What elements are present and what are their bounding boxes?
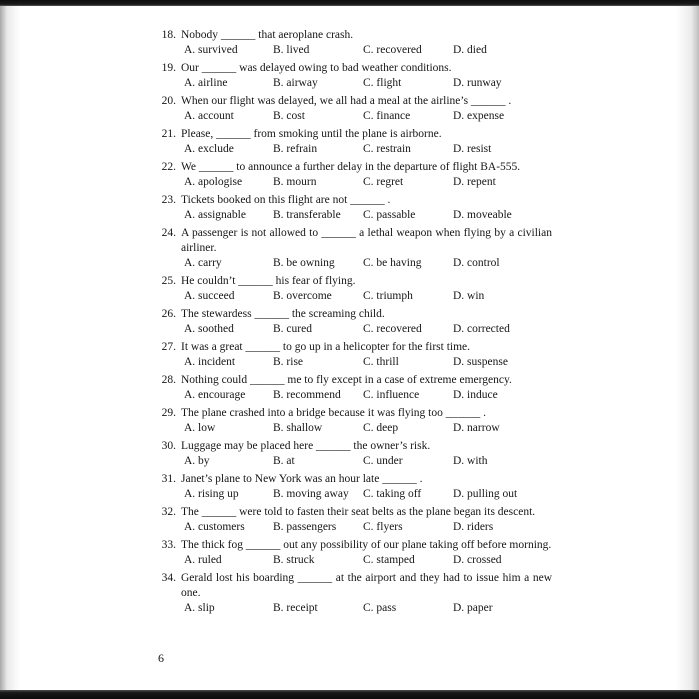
option-a: A. survived	[184, 44, 238, 56]
question-text: Nothing could ______ me to fly except in a case of extreme emergency.	[181, 374, 512, 386]
option-b: B. rise	[273, 356, 304, 368]
question-body	[181, 160, 552, 190]
option-c: C. restrain	[363, 143, 411, 155]
question-number: 27.	[161, 341, 176, 353]
option-b: B. mourn	[273, 176, 317, 188]
option-c: C. passable	[363, 209, 416, 221]
question-text: We ______ to announce a further delay in the departure of flight BA-555.	[181, 161, 521, 173]
question-number: 33.	[161, 539, 176, 551]
question-options	[181, 208, 552, 223]
option-a: A. rising up	[184, 488, 239, 500]
option-d: D. repent	[453, 176, 496, 188]
question-options	[181, 322, 552, 337]
question-body	[181, 193, 552, 223]
option-c: C. deep	[363, 422, 399, 434]
question-number: 26.	[161, 308, 176, 320]
option-b: B. struck	[273, 554, 315, 566]
question-options	[181, 109, 552, 124]
option-b: B. cost	[273, 110, 305, 122]
question-item	[157, 373, 552, 403]
question-body	[181, 94, 552, 124]
question-options	[181, 289, 552, 304]
question-options	[181, 355, 552, 370]
question-number: 34.	[161, 572, 176, 584]
question-options	[181, 175, 552, 190]
option-d: D. paper	[453, 602, 493, 614]
option-c: C. stamped	[363, 554, 415, 566]
option-a: A. soothed	[184, 323, 234, 335]
question-number: 28.	[161, 374, 176, 386]
option-d: D. crossed	[453, 554, 502, 566]
option-b: B. transferable	[273, 209, 341, 221]
option-a: A. carry	[184, 257, 222, 269]
question-number: 18.	[161, 29, 176, 41]
question-body	[181, 307, 552, 337]
question-item	[157, 439, 552, 469]
question-text: The plane crashed into a bridge because it was flying too ______ .	[181, 407, 486, 419]
option-c: C. under	[363, 455, 403, 467]
question-options	[181, 601, 552, 616]
option-a: A. encourage	[184, 389, 246, 401]
option-d: D. corrected	[453, 323, 510, 335]
option-d: D. with	[453, 455, 488, 467]
question-options	[181, 256, 552, 271]
option-d: D. runway	[453, 77, 502, 89]
question-text: Janet’s plane to New York was an hour late ______ .	[181, 473, 423, 485]
question-body	[181, 340, 552, 370]
question-text: Nobody ______ that aeroplane crash.	[181, 29, 354, 41]
question-text: A passenger is not allowed to ______ a lethal weapon when flying by a civilian airliner.	[181, 227, 552, 254]
option-a: A. apologise	[184, 176, 243, 188]
option-b: B. passengers	[273, 521, 337, 533]
question-item	[157, 538, 552, 568]
question-body	[181, 226, 552, 271]
question-item	[157, 340, 552, 370]
questions-list	[157, 28, 552, 619]
option-d: D. pulling out	[453, 488, 518, 500]
question-options	[181, 553, 552, 568]
question-text: Luggage may be placed here ______ the owner’s risk.	[181, 440, 431, 452]
question-number: 20.	[161, 95, 176, 107]
option-c: C. thrill	[363, 356, 399, 368]
option-a: A. assignable	[184, 209, 246, 221]
question-text: He couldn’t ______ his fear of flying.	[181, 275, 356, 287]
question-number: 32.	[161, 506, 176, 518]
question-item	[157, 193, 552, 223]
question-number: 23.	[161, 194, 176, 206]
option-a: A. succeed	[184, 290, 235, 302]
question-options	[181, 454, 552, 469]
option-d: D. moveable	[453, 209, 512, 221]
option-d: D. riders	[453, 521, 494, 533]
option-c: C. be having	[363, 257, 422, 269]
question-item	[157, 226, 552, 271]
option-a: A. exclude	[184, 143, 234, 155]
question-text: When our flight was delayed, we all had a meal at the airline’s ______ .	[181, 95, 512, 107]
question-options	[181, 43, 552, 58]
question-options	[181, 142, 552, 157]
question-body	[181, 472, 552, 502]
option-d: D. win	[453, 290, 485, 302]
question-text: The stewardess ______ the screaming child.	[181, 308, 385, 320]
option-b: B. at	[273, 455, 295, 467]
question-item	[157, 505, 552, 535]
question-item	[157, 406, 552, 436]
question-number: 30.	[161, 440, 176, 452]
question-options	[181, 520, 552, 535]
option-c: C. recovered	[363, 44, 422, 56]
option-c: C. recovered	[363, 323, 422, 335]
question-item	[157, 307, 552, 337]
option-a: A. incident	[184, 356, 236, 368]
page-number: 6	[158, 651, 164, 665]
option-a: A. customers	[184, 521, 245, 533]
option-c: C. taking off	[363, 488, 422, 500]
question-body	[181, 538, 552, 568]
question-options	[181, 421, 552, 436]
question-number: 29.	[161, 407, 176, 419]
question-item	[157, 472, 552, 502]
question-number: 22.	[161, 161, 176, 173]
question-body	[181, 406, 552, 436]
question-number: 19.	[161, 62, 176, 74]
option-b: B. overcome	[273, 290, 332, 302]
option-d: D. died	[453, 44, 487, 56]
option-a: A. by	[184, 455, 210, 467]
option-a: A. account	[184, 110, 234, 122]
question-body	[181, 274, 552, 304]
question-body	[181, 505, 552, 535]
option-b: B. airway	[273, 77, 318, 89]
question-text: The ______ were told to fasten their seat belts as the plane began its descent.	[181, 506, 536, 518]
question-item	[157, 94, 552, 124]
question-options	[181, 487, 552, 502]
option-a: A. slip	[184, 602, 215, 614]
question-item	[157, 571, 552, 616]
question-item	[157, 28, 552, 58]
option-b: B. shallow	[273, 422, 323, 434]
question-item	[157, 274, 552, 304]
option-c: C. triumph	[363, 290, 413, 302]
question-number: 25.	[161, 275, 176, 287]
question-text: It was a great ______ to go up in a helicopter for the first time.	[181, 341, 471, 353]
question-text: Please, ______ from smoking until the plane is airborne.	[181, 128, 442, 140]
question-options	[181, 76, 552, 91]
option-d: D. resist	[453, 143, 492, 155]
question-body	[181, 127, 552, 157]
option-b: B. moving away	[273, 488, 349, 500]
question-number: 24.	[161, 227, 176, 239]
option-d: D. expense	[453, 110, 505, 122]
option-b: B. refrain	[273, 143, 318, 155]
page-top-edge	[0, 0, 699, 6]
option-b: B. cured	[273, 323, 312, 335]
option-c: C. pass	[363, 602, 397, 614]
option-c: C. finance	[363, 110, 411, 122]
option-a: A. ruled	[184, 554, 222, 566]
question-body	[181, 61, 552, 91]
option-c: C. influence	[363, 389, 420, 401]
option-d: D. suspense	[453, 356, 508, 368]
question-text: Our ______ was delayed owing to bad weather conditions.	[181, 62, 452, 74]
option-c: C. flyers	[363, 521, 403, 533]
option-b: B. be owning	[273, 257, 335, 269]
option-b: B. recommend	[273, 389, 341, 401]
question-item	[157, 61, 552, 91]
option-d: D. control	[453, 257, 500, 269]
question-text: Tickets booked on this flight are not ______ .	[181, 194, 391, 206]
question-item	[157, 127, 552, 157]
question-text: Gerald lost his boarding ______ at the airport and they had to issue him a new one.	[181, 572, 552, 599]
question-body	[181, 373, 552, 403]
question-text: The thick fog ______ out any possibility of our plane taking off before morning.	[181, 539, 552, 551]
option-d: D. narrow	[453, 422, 500, 434]
page-bottom-edge	[0, 690, 699, 699]
question-item	[157, 160, 552, 190]
question-body	[181, 439, 552, 469]
option-d: D. induce	[453, 389, 498, 401]
option-b: B. lived	[273, 44, 310, 56]
question-body	[181, 28, 552, 58]
question-number: 21.	[161, 128, 176, 140]
option-a: A. airline	[184, 77, 228, 89]
question-number: 31.	[161, 473, 176, 485]
question-options	[181, 388, 552, 403]
option-a: A. low	[184, 422, 216, 434]
option-c: C. flight	[363, 77, 402, 89]
option-c: C. regret	[363, 176, 404, 188]
option-b: B. receipt	[273, 602, 318, 614]
question-body	[181, 571, 552, 616]
